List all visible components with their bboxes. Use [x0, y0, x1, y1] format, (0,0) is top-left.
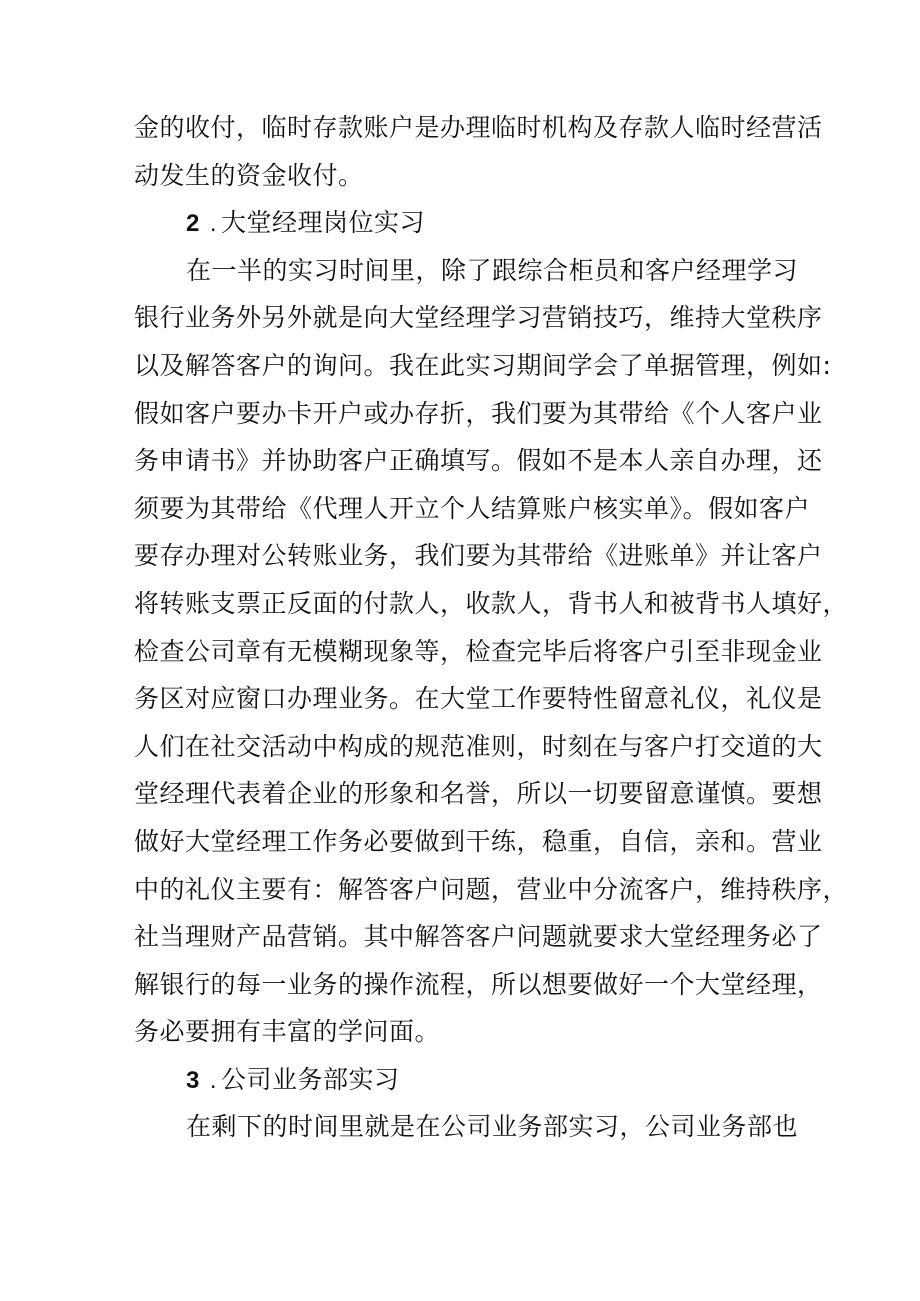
section-heading-2: [134, 199, 794, 247]
text-line: 要存办理对公转账业务，我们要为其带给《进账单》并让客户: [134, 541, 823, 571]
text-line: 以及解答客户的询问。我在此实习期间学会了单据管理，例如:: [134, 350, 832, 380]
text-line: 务必要拥有丰富的学问面。: [134, 1017, 441, 1047]
section-title: 公司业务部实习: [221, 1064, 400, 1094]
text-line: 堂经理代表着企业的形象和名誉，所以一切要留意谨慎。要想: [134, 779, 823, 809]
text-line: 银行业务外另外就是向大堂经理学习营销技巧，维持大堂秩序: [134, 303, 823, 333]
text-line: 社当理财产品营销。其中解答客户问题就要求大堂经理务必了: [134, 922, 823, 952]
text-line: 假如客户要办卡开户或办存折，我们要为其带给《个人客户业: [134, 398, 823, 428]
section-number: 2: [186, 210, 200, 238]
section-separator: .: [209, 1066, 218, 1094]
text-line: 做好大堂经理工作务必要做到干练，稳重，自信，亲和。营业: [134, 826, 823, 856]
text-line: 人们在社交活动中构成的规范准则，时刻在与客户打交道的大: [134, 731, 823, 761]
text-line: 动发生的资金收付。: [134, 160, 364, 190]
section-number: 3: [186, 1066, 200, 1094]
text-line: 金的收付，临时存款账户是办理临时机构及存款人临时经营活: [134, 113, 823, 142]
section-separator: .: [209, 210, 218, 238]
text-line: 解银行的每一业务的操作流程，所以想要做好一个大堂经理，: [134, 969, 823, 999]
section-heading-3: [134, 1056, 794, 1104]
text-line: 中的礼仪主要有：解答客户问题，营业中分流客户，维持秩序，: [134, 874, 849, 904]
text-line: 在剩下的时间里就是在公司业务部实习，公司业务部也: [186, 1112, 799, 1142]
text-line: 务区对应窗口办理业务。在大堂工作要特性留意礼仪，礼仪是: [134, 684, 823, 714]
text-line: 务申请书》并协助客户正确填写。假如不是本人亲自办理，还: [134, 446, 823, 476]
text-line: 检查公司章有无模糊现象等，检查完毕后将客户引至非现金业: [134, 636, 823, 666]
text-line: 须要为其带给《代理人开立个人结算账户核实单》。假如客户: [134, 493, 811, 523]
document-body: [134, 104, 849, 1151]
text-line: 将转账支票正反面的付款人，收款人，背书人和被背书人填好，: [134, 588, 849, 618]
text-line: 在一半的实习时间里，除了跟综合柜员和客户经理学习: [186, 255, 799, 285]
section-title: 大堂经理岗位实习: [221, 208, 426, 238]
